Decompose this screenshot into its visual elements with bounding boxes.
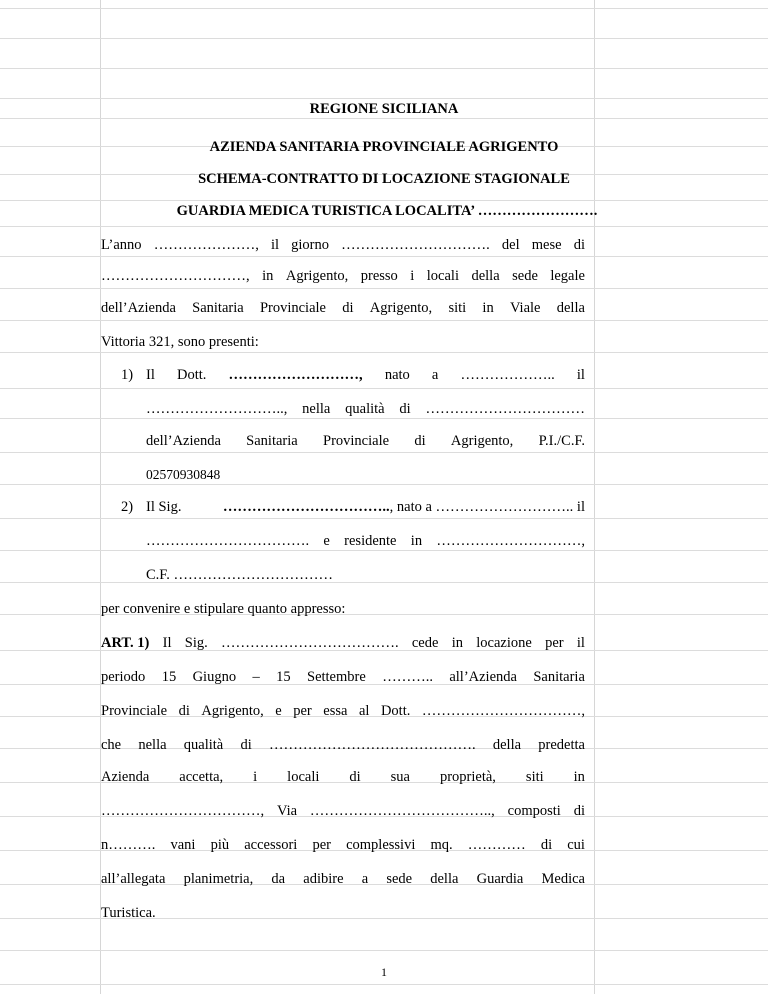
word: di <box>573 237 585 253</box>
word: – <box>252 669 260 685</box>
word: di <box>540 837 553 853</box>
word: nella <box>138 737 167 753</box>
word: Agrigento, <box>369 300 433 316</box>
word: Sig. <box>184 635 208 651</box>
word: dell’Azienda <box>101 300 176 316</box>
word: predetta <box>538 737 585 753</box>
word: P.I./C.F. <box>538 433 585 449</box>
word: di <box>240 737 252 753</box>
convene-line: per convenire e stipulare quanto appresso: <box>101 601 346 617</box>
blank-field: …………………………….. <box>222 499 390 515</box>
word: all’Azienda <box>449 669 517 685</box>
art1-line-5 <box>101 768 585 786</box>
word: il <box>576 635 585 651</box>
word: vani <box>170 837 196 853</box>
art1-line-3 <box>101 702 585 720</box>
blank-field: ………………………………. <box>220 635 399 651</box>
party2-number: 2) <box>121 499 134 515</box>
art1-line-7 <box>101 836 585 854</box>
blank-field: ……………………………….., <box>309 803 495 819</box>
word: Viale <box>509 300 541 316</box>
word: Settembre <box>307 669 366 685</box>
word: della <box>471 268 500 284</box>
word: al <box>358 703 370 719</box>
word: locazione <box>476 635 532 651</box>
word: di <box>178 703 190 719</box>
blank-field: …………………………. <box>341 237 490 253</box>
word: della <box>430 871 459 887</box>
word: in <box>573 769 585 785</box>
word: qualità <box>183 737 224 753</box>
art1-line-6 <box>101 802 585 820</box>
word: adibire <box>303 871 344 887</box>
word: in <box>482 300 494 316</box>
party2-name-group <box>223 498 585 516</box>
word: Agrigento, <box>201 703 264 719</box>
word: Via <box>276 803 298 819</box>
word: i <box>410 268 415 284</box>
word: siti <box>525 769 544 785</box>
blank-field: n………. <box>101 837 156 853</box>
party1-line-2 <box>146 400 585 418</box>
word: in <box>451 635 463 651</box>
word: della <box>556 300 585 316</box>
word: Provinciale <box>101 703 168 719</box>
word: qualità <box>345 401 385 417</box>
word: dell’Azienda <box>146 433 221 449</box>
blank-field: ……………………………, <box>421 703 585 719</box>
word: in <box>410 533 423 549</box>
word: cede <box>411 635 439 651</box>
word: per <box>545 635 564 651</box>
word: il <box>270 237 280 253</box>
art1-line-2 <box>101 668 585 686</box>
word: di <box>349 769 361 785</box>
word: Il <box>146 367 155 383</box>
intro-line-2 <box>101 267 585 285</box>
blank-field: ……………………………. <box>146 533 310 549</box>
party2-tax-code: C.F. …………………………… <box>146 567 333 583</box>
word: da <box>271 871 286 887</box>
word: di <box>573 803 585 819</box>
word: 15 <box>276 669 291 685</box>
word: , nato a ……………………….. il <box>389 499 585 515</box>
word: locali <box>287 769 320 785</box>
intro-line-3 <box>101 299 585 317</box>
word: residente <box>344 533 397 549</box>
word: mq. <box>430 837 453 853</box>
word: essa <box>323 703 348 719</box>
blank-field: ……….. <box>382 669 433 685</box>
word: di <box>399 401 411 417</box>
word: sede <box>512 268 538 284</box>
word: planimetria, <box>183 871 254 887</box>
party2-line-1 <box>146 498 585 516</box>
word: proprietà, <box>439 769 496 785</box>
word: Dott. <box>177 367 207 383</box>
word: Provinciale <box>259 300 326 316</box>
word: del <box>501 237 520 253</box>
word: che <box>101 737 122 753</box>
header-contract-title: SCHEMA-CONTRATTO DI LOCAZIONE STAGIONALE <box>198 171 570 187</box>
intro-line-1 <box>101 236 585 254</box>
intro-line-4: Vittoria 321, sono presenti: <box>101 334 259 350</box>
header-agency: AZIENDA SANITARIA PROVINCIALE AGRIGENTO <box>209 139 559 155</box>
blank-field: ……………………………, <box>101 803 265 819</box>
word: all’allegata <box>101 871 166 887</box>
word: Provinciale <box>323 433 390 449</box>
word: cui <box>567 837 585 853</box>
word: siti <box>448 300 467 316</box>
word: nella <box>302 401 331 417</box>
word: più <box>210 837 230 853</box>
word: sede <box>386 871 413 887</box>
word: complessivi <box>346 837 416 853</box>
word: della <box>492 737 522 753</box>
blank-field: …………………, <box>153 237 259 253</box>
word: Il Sig. <box>146 499 182 515</box>
blank-field: ………… <box>467 837 526 853</box>
word: 15 <box>161 669 177 685</box>
word: composti <box>507 803 561 819</box>
art1-line-9: Turistica. <box>101 905 156 921</box>
word: in <box>262 268 274 284</box>
party2-line-2 <box>146 532 585 550</box>
word: Guardia <box>476 871 524 887</box>
word: Agrigento, <box>285 268 349 284</box>
word: legale <box>550 268 585 284</box>
art1-line-1 <box>101 634 585 652</box>
word: Sanitaria <box>246 433 298 449</box>
word: L’anno <box>101 237 142 253</box>
word: accetta, <box>179 769 224 785</box>
word: accessori <box>244 837 298 853</box>
word: sua <box>390 769 410 785</box>
word: i <box>253 769 258 785</box>
word: di <box>414 433 426 449</box>
article-label: ART. 1) <box>101 635 150 651</box>
blank-field: …………………………… <box>425 401 585 417</box>
word: a <box>361 871 369 887</box>
word: locali <box>426 268 459 284</box>
art1-line-4 <box>101 736 585 754</box>
blank-field: …………………………, <box>101 268 250 284</box>
word: per <box>312 837 331 853</box>
word: Sanitaria <box>192 300 244 316</box>
blank-field: ………………………, <box>228 367 363 383</box>
word: e <box>275 703 282 719</box>
word: mese <box>531 237 562 253</box>
word: il <box>576 367 585 383</box>
blank-field: ……………………………………. <box>269 737 476 753</box>
party1-number: 1) <box>121 367 134 383</box>
word: presso <box>360 268 398 284</box>
art1-line-8 <box>101 870 585 888</box>
word: Azienda <box>101 769 150 785</box>
word: Giugno <box>192 669 237 685</box>
party1-tax-code: 02570930848 <box>146 467 221 482</box>
word: Sanitaria <box>533 669 585 685</box>
word: e <box>323 533 330 549</box>
blank-field: …………………………, <box>436 533 585 549</box>
word: giorno <box>291 237 330 253</box>
word: per <box>293 703 312 719</box>
word: Il <box>162 635 172 651</box>
word: Dott. <box>380 703 411 719</box>
word: Agrigento, <box>450 433 514 449</box>
word: di <box>342 300 354 316</box>
word: nato <box>384 367 410 383</box>
word: periodo <box>101 669 146 685</box>
header-region: REGIONE SICILIANA <box>309 101 459 117</box>
word: Medica <box>541 871 585 887</box>
header-service: GUARDIA MEDICA TURISTICA LOCALITA’ ……………………. <box>176 203 598 219</box>
word: a <box>431 367 439 383</box>
page-number: 1 <box>381 965 387 979</box>
party1-line-3 <box>146 432 585 450</box>
blank-field: ……………….. <box>460 367 555 383</box>
party1-line-1 <box>146 366 585 384</box>
blank-field: ……………………….., <box>146 401 288 417</box>
